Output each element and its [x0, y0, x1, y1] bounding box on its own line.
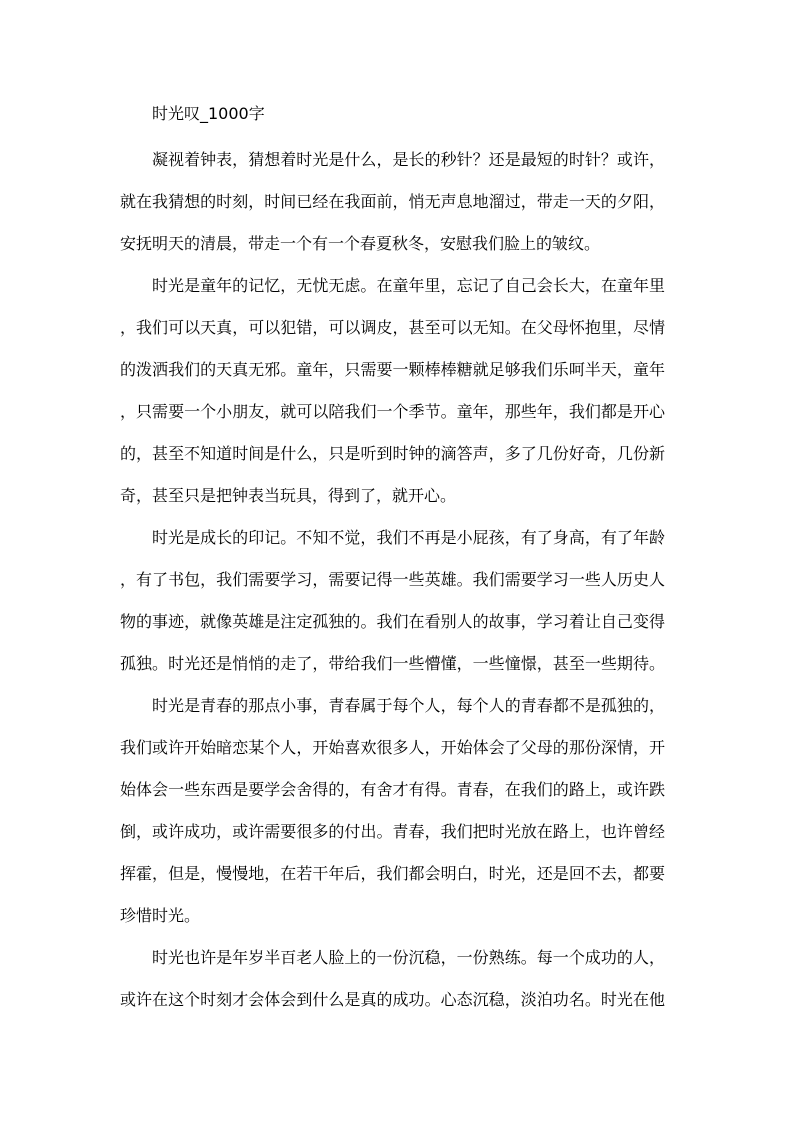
paragraph-2-line-2: ，我们可以天真，可以犯错，可以调皮，甚至可以无知。在父母怀抱里，尽情 [120, 318, 665, 337]
paragraph-3-line-3: 物的事迹，就像英雄是注定孤独的。我们在看别人的故事，学习着让自己变得 [120, 612, 665, 631]
paragraph-3-line-1: 时光是成长的印记。不知不觉，我们不再是小屁孩，有了身高，有了年龄 [152, 528, 665, 547]
paragraph-5-line-2: 或许在这个时刻才会体会到什么是真的成功。心态沉稳，淡泊功名。时光在他 [120, 990, 665, 1009]
paragraph-4-line-3: 始体会一些东西是要学会舍得的，有舍才有得。青春，在我们的路上，或许跌 [120, 780, 665, 799]
paragraph-4-line-6: 珍惜时光。 [120, 906, 201, 925]
paragraph-2-line-5: 的，甚至不知道时间是什么，只是听到时钟的滴答声，多了几份好奇，几份新 [120, 444, 665, 463]
paragraph-1-line-2: 就在我猜想的时刻，时间已经在我面前，悄无声息地溜过，带走一天的夕阳， [120, 192, 665, 211]
paragraph-4-line-5: 挥霍，但是，慢慢地，在若干年后，我们都会明白，时光，还是回不去，都要 [120, 864, 665, 883]
document-title: 时光叹_1000字 [152, 104, 265, 123]
paragraph-1-line-3: 安抚明天的清晨，带走一个有一个春夏秋冬，安慰我们脸上的皱纹。 [120, 234, 601, 253]
paragraph-2-line-6: 奇，甚至只是把钟表当玩具，得到了，就开心。 [120, 486, 457, 505]
paragraph-2-line-4: ，只需要一个小朋友，就可以陪我们一个季节。童年，那些年，我们都是开心 [120, 402, 665, 421]
paragraph-4-line-2: 我们或许开始暗恋某个人，开始喜欢很多人，开始体会了父母的那份深情，开 [120, 738, 665, 757]
paragraph-2-line-1: 时光是童年的记忆，无忧无虑。在童年里，忘记了自己会长大，在童年里 [152, 276, 665, 295]
paragraph-4-line-1: 时光是青春的那点小事，青春属于每个人，每个人的青春都不是孤独的， [152, 696, 665, 715]
paragraph-3-line-4: 孤独。时光还是悄悄的走了，带给我们一些懵懂，一些憧憬，甚至一些期待。 [120, 654, 665, 673]
paragraph-4-line-4: 倒，或许成功，或许需要很多的付出。青春，我们把时光放在路上，也许曾经 [120, 822, 665, 841]
paragraph-3-line-2: ，有了书包，我们需要学习，需要记得一些英雄。我们需要学习一些人历史人 [120, 570, 665, 589]
paragraph-1-line-1: 凝视着钟表，猜想着时光是什么，是长的秒针？还是最短的时针？或许， [152, 150, 665, 169]
paragraph-2-line-3: 的泼洒我们的天真无邪。童年，只需要一颗棒棒糖就足够我们乐呵半天，童年 [120, 360, 665, 379]
paragraph-5-line-1: 时光也许是年岁半百老人脸上的一份沉稳，一份熟练。每一个成功的人， [152, 948, 665, 967]
